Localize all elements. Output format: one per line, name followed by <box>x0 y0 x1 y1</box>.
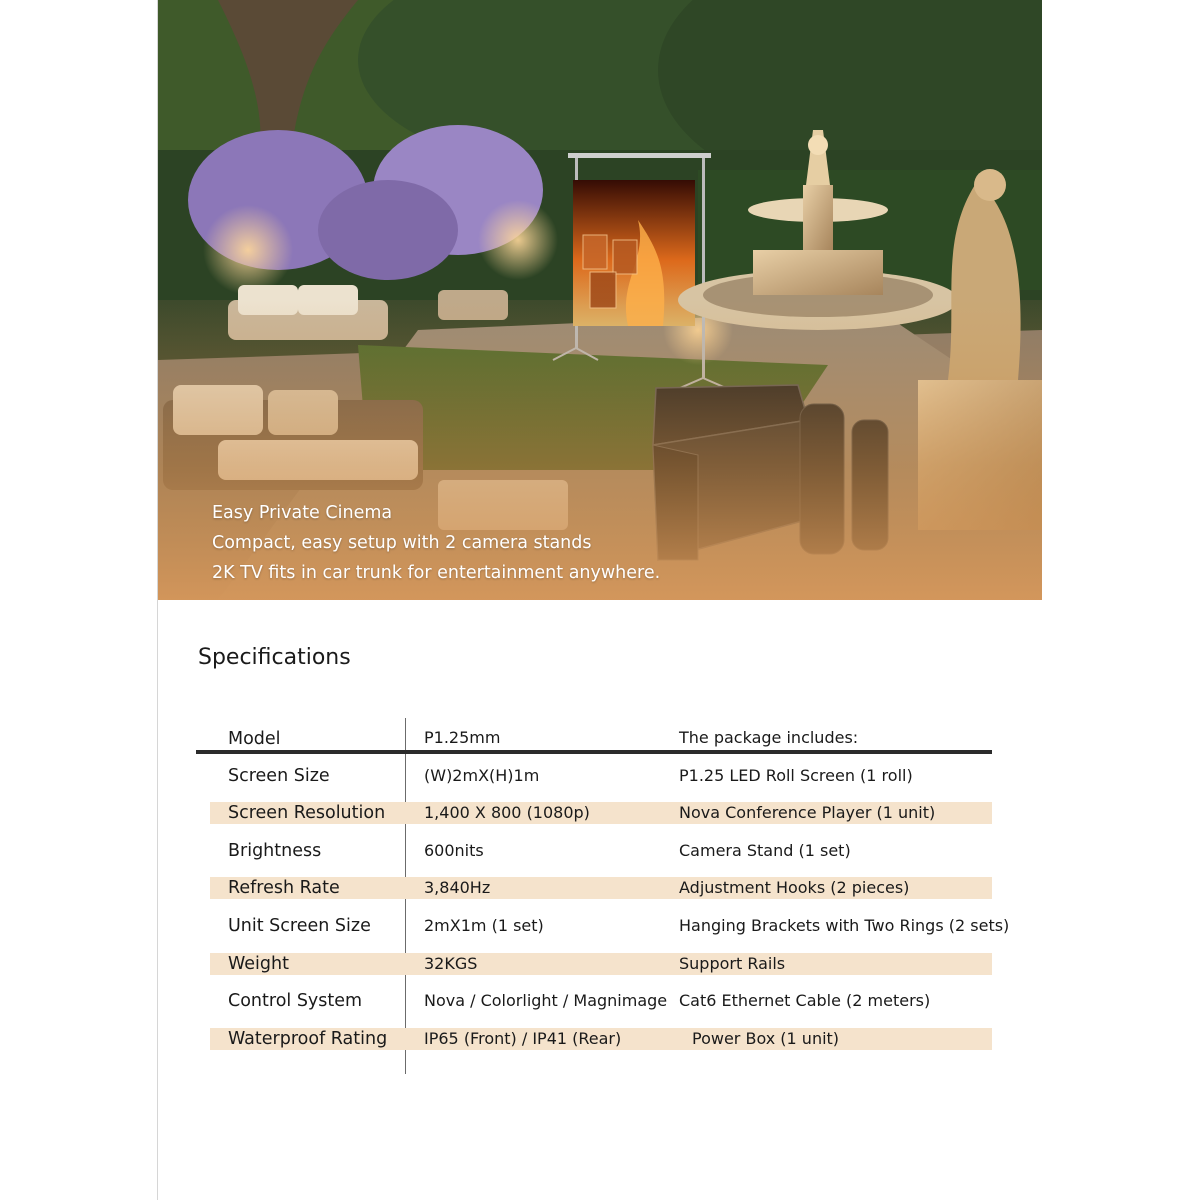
table-row <box>196 953 996 979</box>
spec-value: 600nits <box>424 841 484 860</box>
spec-label: Weight <box>228 954 289 974</box>
header-model-value: P1.25mm <box>424 728 501 747</box>
row-shade <box>210 953 992 975</box>
package-item: Hanging Brackets with Two Rings (2 sets) <box>679 916 1010 935</box>
specifications-title: Specifications <box>198 645 351 670</box>
table-row <box>196 840 996 866</box>
spec-value: 1,400 X 800 (1080p) <box>424 803 590 822</box>
header-model-label: Model <box>228 729 281 749</box>
table-row <box>196 765 996 791</box>
spec-label: Waterproof Rating <box>228 1029 388 1049</box>
package-item: Power Box (1 unit) <box>692 1029 840 1048</box>
package-item: P1.25 LED Roll Screen (1 roll) <box>679 766 913 785</box>
package-item: Cat6 Ethernet Cable (2 meters) <box>679 991 931 1010</box>
spec-label: Brightness <box>228 841 322 861</box>
package-item: Camera Stand (1 set) <box>679 841 851 860</box>
table-row <box>196 877 996 903</box>
package-item: Support Rails <box>679 954 786 973</box>
spec-label: Screen Resolution <box>228 803 386 823</box>
spec-value: 3,840Hz <box>424 878 491 897</box>
header-package-label: The package includes: <box>679 728 859 747</box>
spec-value: (W)2mX(H)1m <box>424 766 540 785</box>
spec-value: 32KGS <box>424 954 478 973</box>
spec-label: Control System <box>228 991 363 1011</box>
spec-label: Refresh Rate <box>228 878 340 898</box>
spec-value: Nova / Colorlight / Magnimage <box>424 991 668 1010</box>
hero-banner <box>158 0 1042 600</box>
table-row <box>196 990 996 1016</box>
hero-caption-line-2: Compact, easy setup with 2 camera stands <box>212 533 592 553</box>
header-rule <box>196 750 992 754</box>
spec-value: IP65 (Front) / IP41 (Rear) <box>424 1029 622 1048</box>
table-row <box>196 915 1010 941</box>
package-item: Adjustment Hooks (2 pieces) <box>679 878 910 897</box>
hero-caption-line-1: Easy Private Cinema <box>212 503 393 523</box>
table-row <box>196 802 996 828</box>
package-item: Nova Conference Player (1 unit) <box>679 803 936 822</box>
spec-label: Screen Size <box>228 766 330 786</box>
table-row <box>196 1028 996 1054</box>
hero-caption-line-3: 2K TV fits in car trunk for entertainment anywhere. <box>212 563 661 583</box>
spec-label: Unit Screen Size <box>228 916 371 936</box>
spec-value: 2mX1m (1 set) <box>424 916 544 935</box>
specifications-table <box>196 718 1010 1078</box>
table-header-row <box>196 718 996 749</box>
hero-caption <box>212 498 660 588</box>
